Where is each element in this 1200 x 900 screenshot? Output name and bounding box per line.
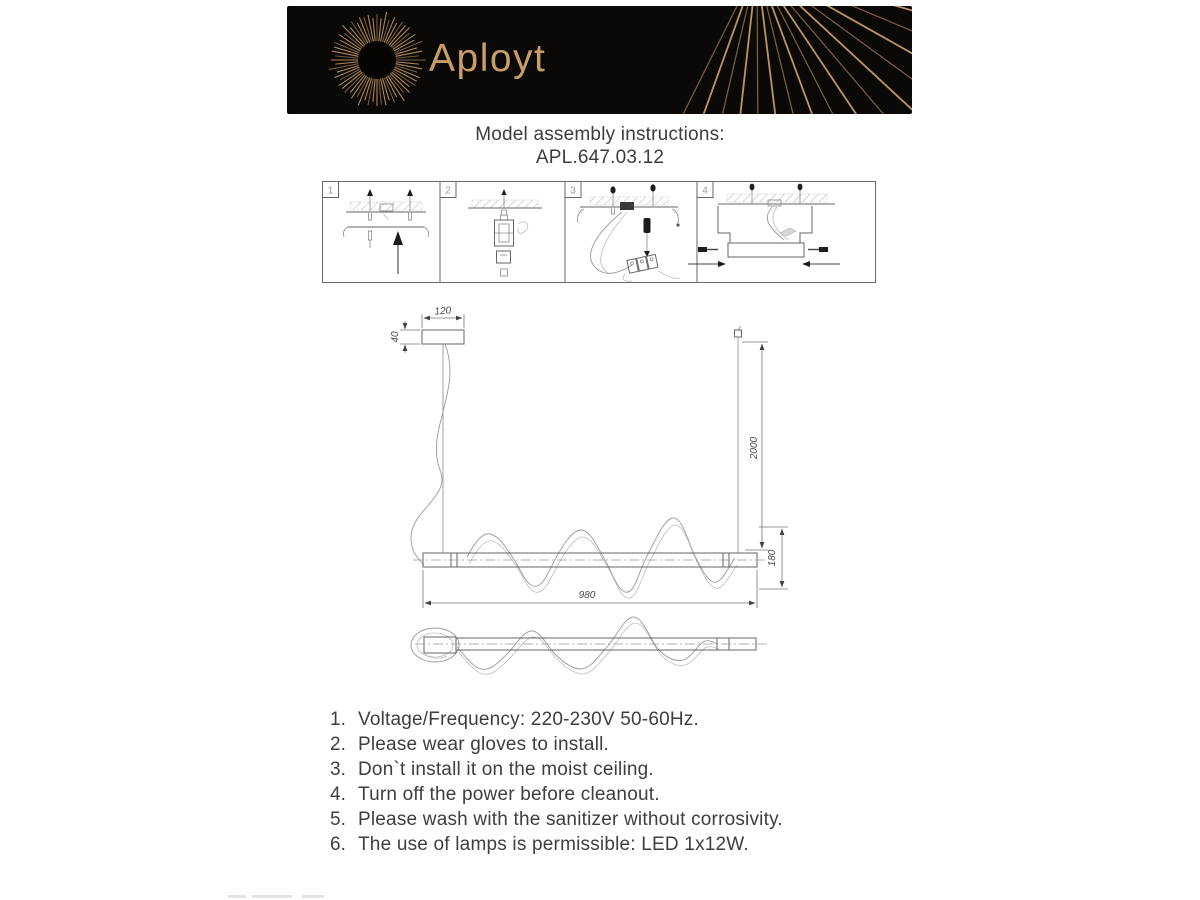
hook-icon	[735, 330, 742, 337]
canopy-drawing	[390, 305, 464, 353]
title-block	[300, 123, 900, 169]
item-text: Please wear gloves to install.	[358, 734, 610, 755]
dimension-120-label: 120	[434, 305, 452, 318]
item-text: Please wash with the sanitizer without corrosivity.	[358, 809, 783, 830]
fixture-top-view	[411, 617, 767, 674]
dimension-180-label: 180	[767, 549, 778, 567]
list-item	[330, 707, 930, 732]
step-2-number: 2	[445, 185, 451, 197]
step-4-drawing	[688, 184, 840, 267]
dimension-drawing	[385, 298, 815, 700]
terminal-block	[627, 254, 658, 273]
list-item	[330, 807, 930, 832]
step-2-drawing	[468, 189, 542, 276]
list-item	[330, 732, 930, 757]
item-number: 5.	[330, 809, 346, 830]
brand-banner	[287, 6, 912, 114]
step-3-drawing	[578, 184, 680, 281]
item-text: Voltage/Frequency: 220-230V 50-60Hz.	[358, 709, 699, 730]
item-number: 6.	[330, 834, 346, 855]
sunburst-logo-icon	[327, 10, 427, 110]
step-3-number: 3	[570, 185, 576, 197]
step-1-drawing	[344, 189, 429, 274]
item-number: 1.	[330, 709, 346, 730]
instruction-list	[330, 707, 930, 857]
assembly-steps-drawing	[322, 181, 876, 283]
item-number: 4.	[330, 784, 346, 805]
step-4-number: 4	[702, 185, 708, 197]
step-1-number: 1	[327, 185, 334, 197]
item-number: 3.	[330, 759, 346, 780]
page-cutoff-mark	[228, 895, 246, 898]
item-text: The use of lamps is permissible: LED 1x12W.	[358, 834, 749, 855]
item-number: 2.	[330, 734, 346, 755]
suspension-drawing	[411, 326, 768, 565]
list-item	[330, 757, 930, 782]
page-cutoff-mark	[252, 895, 292, 898]
page-cutoff-mark	[302, 895, 324, 898]
page-title: Model assembly instructions:	[475, 124, 725, 145]
dimension-40-label: 40	[390, 331, 401, 343]
item-text: Turn off the power before cleanout.	[358, 784, 660, 805]
model-number: APL.647.03.12	[535, 147, 665, 168]
item-text: Don`t install it on the moist ceiling.	[358, 759, 654, 780]
dimension-980-label: 980	[578, 590, 596, 601]
fixture-side-view	[413, 518, 788, 608]
list-item	[330, 782, 930, 807]
list-item	[330, 832, 930, 857]
dimension-2000-label: 2000	[749, 436, 760, 460]
brand-name: Aployt	[429, 37, 547, 80]
